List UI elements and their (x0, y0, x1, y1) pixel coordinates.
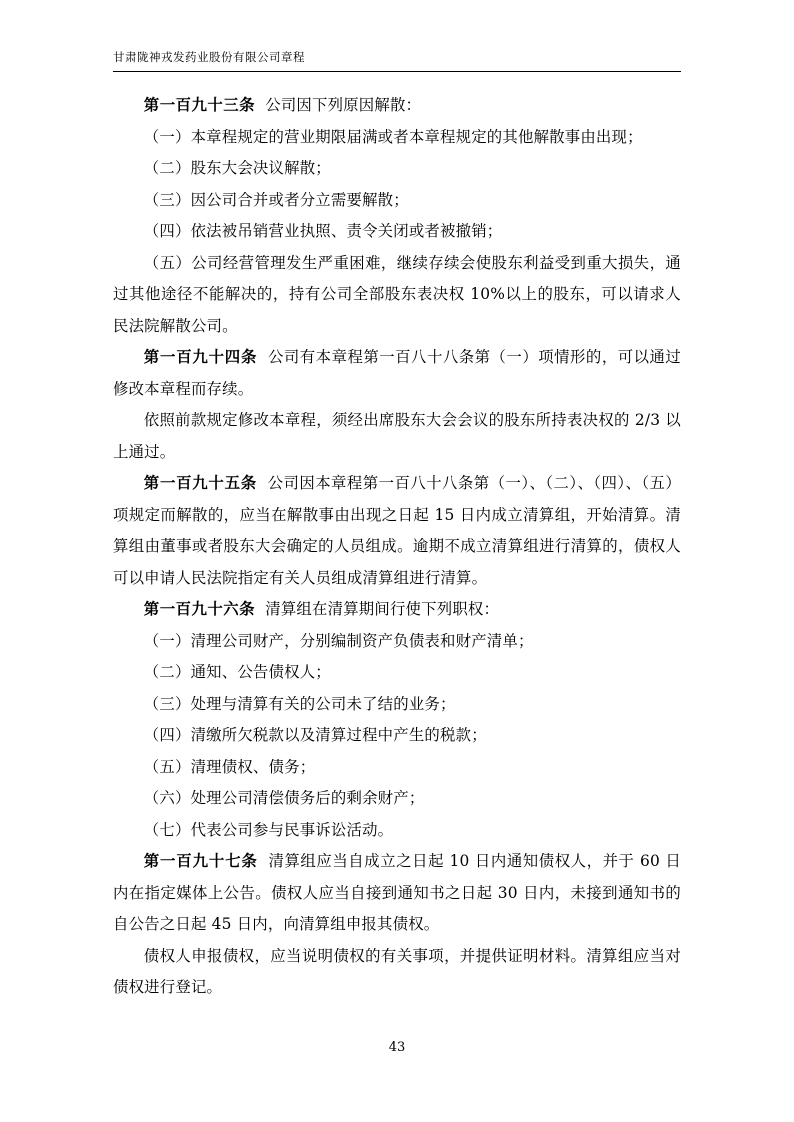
paragraph (113, 216, 681, 248)
paragraph-text: （五）清理债权、债务； (143, 757, 316, 776)
paragraph (113, 405, 681, 468)
paragraph (113, 657, 681, 689)
paragraph-text: （四）依法被吊销营业执照、责令关闭或者被撤销； (143, 222, 503, 240)
paragraph (113, 941, 681, 1004)
article-number: 第一百九十六条 (143, 600, 256, 618)
paragraph-text: 公司因下列原因解散： (265, 96, 422, 114)
paragraph-text: （四）清缴所欠税款以及清算过程中产生的税款； (143, 726, 487, 744)
paragraph (113, 594, 681, 626)
paragraph (113, 122, 681, 154)
paragraph (113, 720, 681, 752)
paragraph (113, 185, 681, 217)
paragraph (113, 90, 681, 122)
paragraph (113, 626, 681, 658)
article-number: 第一百九十七条 (143, 852, 258, 870)
paragraph-text: 债权人申报债权，应当说明债权的有关事项，并提供证明材料。清算组应当对债权进行登记。 (113, 946, 681, 996)
paragraph (113, 689, 681, 721)
article-number: 第一百九十四条 (143, 348, 258, 366)
paragraph-text: 公司因本章程第一百八十八条第（一）、（二）、（四）、（五）项规定而解散的，应当在解散事由出现之日起 15 日内成立清算组，开始清算。清算组由董事或者股东大会确定的人员组成。逾期不成立清算组进行清算的，债权人可以申请人民法院指定有关人员组成清算组进行清算。 (113, 474, 681, 587)
paragraph-text: （二）通知、公告债权人； (143, 663, 331, 681)
paragraph-text: （三）因公司合并或者分立需要解散； (143, 190, 409, 209)
paragraph-text: 清算组应当自成立之日起 10 日内通知债权人，并于 60 日内在指定媒体上公告。债权人应当自接到通知书之日起 30 日内，未接到通知书的自公告之日起 45 日内，向清算组申报其债权。 (113, 852, 681, 933)
page-number: 43 (388, 1040, 406, 1055)
paragraph (113, 815, 681, 847)
paragraph (113, 846, 681, 941)
paragraph (113, 153, 681, 185)
article-number: 第一百九十五条 (143, 474, 257, 492)
paragraph (113, 783, 681, 815)
paragraph (113, 468, 681, 594)
paragraph (113, 342, 681, 405)
paragraph-text: （七）代表公司参与民事诉讼活动。 (143, 820, 394, 839)
paragraph-text: （二）股东大会决议解散； (143, 159, 331, 177)
paragraph-text: （六）处理公司清偿债务后的剩余财产； (143, 789, 425, 807)
article-number: 第一百九十三条 (143, 96, 256, 114)
paragraph-text: （一）本章程规定的营业期限届满或者本章程规定的其他解散事由出现； (143, 127, 643, 146)
paragraph-text: （五）公司经营管理发生严重困难，继续存续会使股东利益受到重大损失，通过其他途径不能解决的，持有公司全部股东表决权 10%以上的股东，可以请求人民法院解散公司。 (113, 253, 681, 335)
paragraph (113, 248, 681, 343)
paragraph (113, 752, 681, 784)
paragraph-text: 公司有本章程第一百八十八条第（一）项情形的，可以通过修改本章程而存续。 (113, 348, 681, 398)
paragraph-text: （一）清理公司财产，分别编制资产负债表和财产清单； (143, 631, 534, 650)
document-body (113, 90, 681, 1004)
paragraph-text: 依照前款规定修改本章程，须经出席股东大会会议的股东所持表决权的 2/3 以上通过。 (113, 411, 681, 461)
paragraph-text: （三）处理与清算有关的公司未了结的业务； (143, 694, 456, 713)
paragraph-text: 清算组在清算期间行使下列职权： (265, 600, 500, 618)
page-header: 甘肃陇神戎发药业股份有限公司章程 (113, 48, 681, 72)
